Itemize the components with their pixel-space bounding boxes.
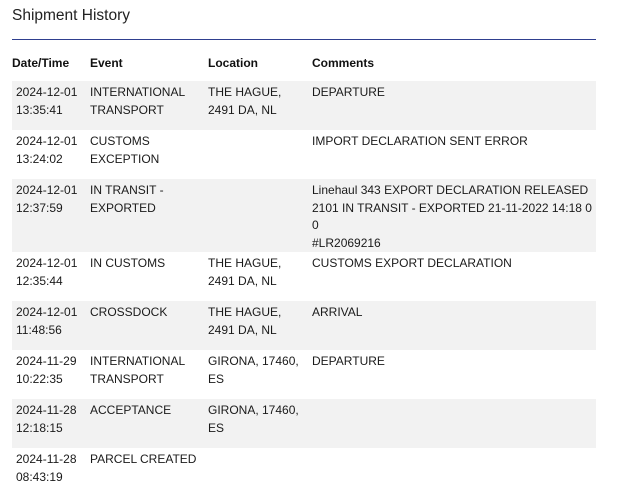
column-header-comments: Comments (312, 56, 375, 70)
row-event (90, 81, 208, 130)
row-comments (312, 179, 596, 252)
row-time: 08:43:19 (16, 469, 63, 484)
row-comments (312, 350, 596, 399)
row-date: 2024-12-01 (16, 183, 78, 197)
row-comment-line: CUSTOMS EXPORT DECLARATION (312, 256, 512, 270)
row-location-line: ES (208, 420, 225, 435)
column-header-event: Event (90, 56, 123, 70)
row-date: 2024-11-28 (16, 452, 77, 466)
table-row (12, 448, 596, 497)
row-time: 12:37:59 (16, 200, 63, 215)
row-comment-line: Linehaul 343 EXPORT DECLARATION RELEASED (312, 183, 589, 197)
row-location-line: 2491 DA, NL (208, 102, 277, 117)
row-location (208, 130, 312, 179)
row-location (208, 399, 312, 448)
row-location-line: ES (208, 371, 225, 386)
row-comments (312, 448, 596, 497)
row-comments (312, 252, 596, 301)
row-datetime (12, 81, 90, 130)
row-event-line: PARCEL CREATED (90, 452, 197, 466)
row-location-line: THE HAGUE, (208, 256, 282, 270)
table-row (12, 179, 596, 252)
row-event-line: TRANSPORT (90, 102, 164, 117)
row-event (90, 399, 208, 448)
row-time: 10:22:35 (16, 371, 63, 386)
row-event-line: IN CUSTOMS (90, 256, 166, 270)
row-date: 2024-12-01 (16, 85, 78, 99)
row-event (90, 448, 208, 497)
row-location (208, 81, 312, 130)
table-row (12, 399, 596, 448)
row-location-line: THE HAGUE, (208, 85, 282, 99)
row-date: 2024-12-01 (16, 256, 78, 270)
row-comments (312, 301, 596, 350)
row-location (208, 179, 312, 252)
row-time: 12:18:15 (16, 420, 63, 435)
row-event (90, 130, 208, 179)
row-event-line: CUSTOMS (90, 134, 150, 148)
row-datetime (12, 448, 90, 497)
row-comment-line: IMPORT DECLARATION SENT ERROR (312, 134, 528, 148)
row-event (90, 179, 208, 252)
column-header-location: Location (208, 56, 258, 70)
row-event-line: ACCEPTANCE (90, 403, 172, 417)
row-comment-line: 2101 IN TRANSIT - EXPORTED 21-11-2022 14:18 0 0 (312, 200, 592, 232)
row-event-line: EXCEPTION (90, 151, 160, 166)
row-time: 11:48:56 (16, 322, 62, 337)
table-row (12, 81, 596, 130)
row-location (208, 252, 312, 301)
row-location-line: GIRONA, 17460, (208, 403, 299, 417)
row-comment-line: #LR2069216 (312, 235, 381, 250)
row-datetime (12, 399, 90, 448)
row-comment-line: DEPARTURE (312, 85, 385, 99)
row-date: 2024-12-01 (16, 305, 78, 319)
row-datetime (12, 252, 90, 301)
row-comments (312, 399, 596, 448)
row-comment-line: DEPARTURE (312, 354, 385, 368)
row-datetime (12, 179, 90, 252)
row-date: 2024-11-29 (16, 354, 77, 368)
row-comments (312, 81, 596, 130)
table-row (12, 130, 596, 179)
row-comments (312, 130, 596, 179)
row-time: 12:35:44 (16, 273, 63, 288)
page-title: Shipment History (12, 7, 131, 24)
table-header-row (12, 56, 596, 81)
row-datetime (12, 130, 90, 179)
row-event-line: EXPORTED (90, 200, 156, 215)
row-location-line: 2491 DA, NL (208, 273, 277, 288)
row-location-line: THE HAGUE, (208, 305, 282, 319)
row-datetime (12, 350, 90, 399)
row-date: 2024-12-01 (16, 134, 78, 148)
row-time: 13:24:02 (16, 151, 63, 166)
table-row (12, 252, 596, 301)
row-comment-line: ARRIVAL (312, 305, 363, 319)
row-event-line: TRANSPORT (90, 371, 164, 386)
shipment-history-panel (12, 0, 596, 497)
row-date: 2024-11-28 (16, 403, 77, 417)
row-event (90, 252, 208, 301)
table-row (12, 350, 596, 399)
shipment-history-table (12, 56, 596, 497)
row-event-line: INTERNATIONAL (90, 354, 186, 368)
row-event-line: INTERNATIONAL (90, 85, 186, 99)
title-divider (12, 39, 596, 40)
row-location (208, 350, 312, 399)
row-event-line: CROSSDOCK (90, 305, 168, 319)
row-location (208, 448, 312, 497)
row-event (90, 301, 208, 350)
row-event-line: IN TRANSIT - (90, 183, 164, 197)
row-event (90, 350, 208, 399)
row-location-line: 2491 DA, NL (208, 322, 277, 337)
table-row (12, 301, 596, 350)
row-time: 13:35:41 (16, 102, 63, 117)
column-header-date: Date/Time (12, 56, 70, 70)
row-location (208, 301, 312, 350)
row-datetime (12, 301, 90, 350)
row-location-line: GIRONA, 17460, (208, 354, 299, 368)
